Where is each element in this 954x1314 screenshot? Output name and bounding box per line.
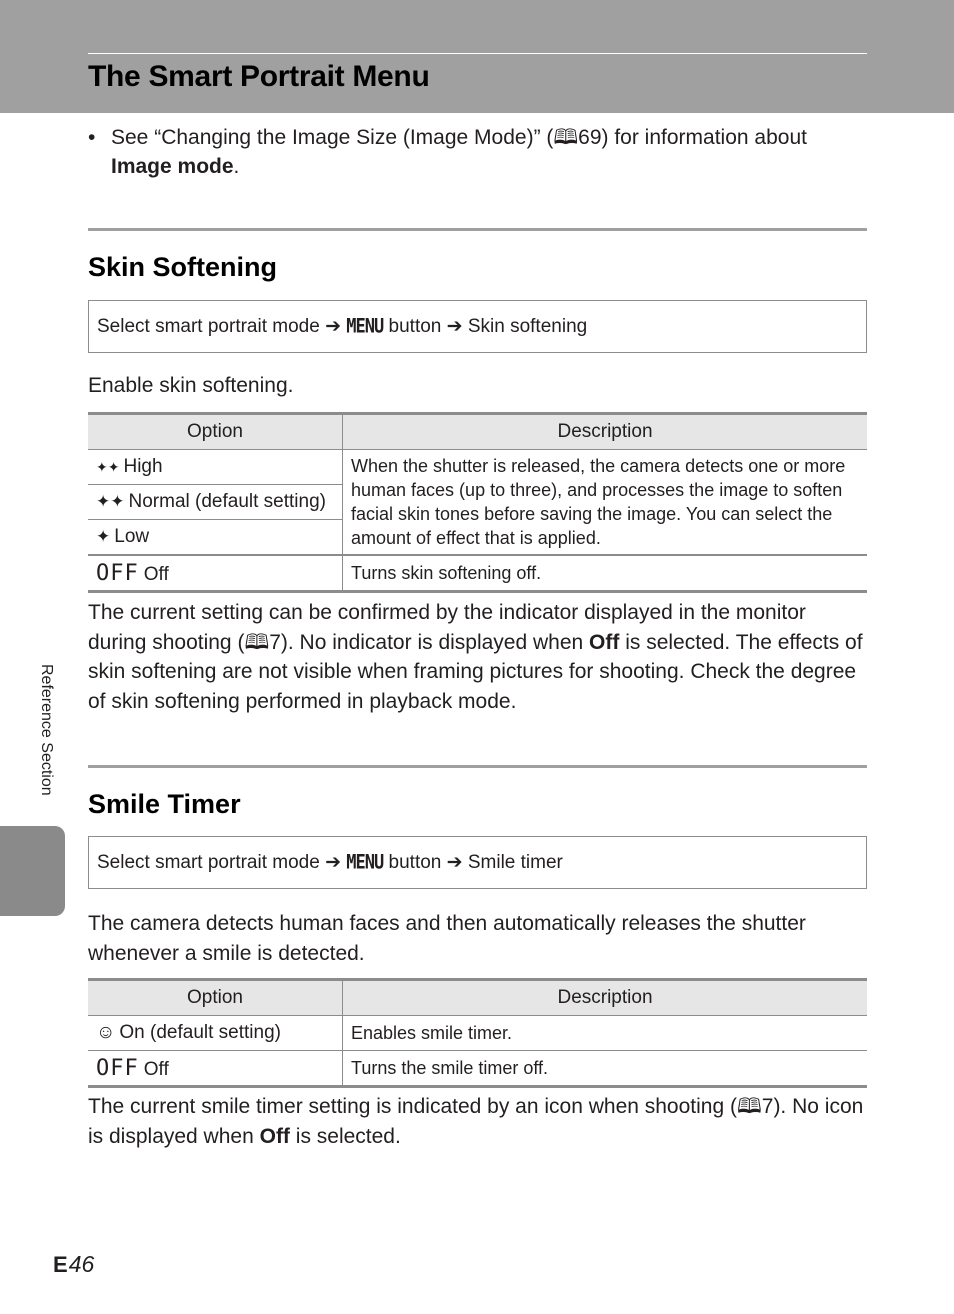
table-row bbox=[88, 1051, 867, 1087]
arrow-icon: ➔ bbox=[446, 852, 463, 873]
smile-timer-intro: The camera detects human faces and then automatically releases the shutter whenever a smile is detected. bbox=[88, 912, 806, 965]
arrow-icon: ➔ bbox=[325, 316, 342, 337]
menu-button-icon: MENU bbox=[346, 851, 384, 875]
table-row bbox=[88, 555, 867, 592]
column-header-description: Description bbox=[343, 414, 868, 450]
skin-softening-intro: Enable skin softening. bbox=[88, 374, 294, 397]
reference-section-icon: E bbox=[53, 1252, 68, 1277]
low-icon: ✦ bbox=[96, 527, 111, 546]
smile-timer-icon: ☺ bbox=[96, 1022, 116, 1043]
option-cell-off: OFF Off bbox=[88, 555, 343, 592]
section-rule bbox=[88, 765, 867, 768]
section-rule bbox=[88, 228, 867, 231]
table-row bbox=[88, 1016, 867, 1051]
column-header-option: Option bbox=[88, 414, 343, 450]
option-cell-high: ✦✦ High bbox=[88, 450, 343, 485]
page-title: The Smart Portrait Menu bbox=[88, 60, 430, 93]
skin-softening-table bbox=[88, 412, 867, 593]
off-icon: OFF bbox=[96, 560, 139, 586]
arrow-icon: ➔ bbox=[446, 316, 463, 337]
smile-timer-table bbox=[88, 978, 867, 1088]
skin-softening-note: The current setting can be confirmed by the indicator displayed in the monitor during shooting (🕮7). No indicator is displayed when Off is selected. The effects of skin softening are not visible when framing pictures for shooting. Check the degree of skin softening performed in playback mode. bbox=[88, 601, 863, 713]
bullet-marker: • bbox=[88, 126, 96, 149]
column-header-description: Description bbox=[343, 980, 868, 1016]
section-title-skin-softening: Skin Softening bbox=[88, 252, 277, 282]
menu-button-icon: MENU bbox=[346, 315, 384, 339]
book-icon: 🕮 bbox=[553, 125, 579, 149]
option-cell-off: OFF Off bbox=[88, 1051, 343, 1087]
description-cell: Turns skin softening off. bbox=[343, 555, 868, 592]
option-cell-on: ☺ On (default setting) bbox=[88, 1016, 343, 1051]
menu-path-skin-softening: Select smart portrait mode ➔ MENU button ➔ Skin softening bbox=[88, 300, 867, 353]
column-header-option: Option bbox=[88, 980, 343, 1016]
table-row bbox=[88, 450, 867, 485]
option-cell-normal: ✦✦ Normal (default setting) bbox=[88, 485, 343, 520]
off-icon: OFF bbox=[96, 1055, 139, 1081]
arrow-icon: ➔ bbox=[325, 852, 342, 873]
option-cell-low: ✦ Low bbox=[88, 520, 343, 556]
section-side-tab bbox=[0, 826, 65, 916]
page-number: E46 bbox=[53, 1251, 95, 1277]
high-icon: ✦✦ bbox=[96, 459, 120, 475]
header-rule bbox=[88, 53, 867, 54]
table-header-row bbox=[88, 980, 867, 1016]
description-cell: When the shutter is released, the camera detects one or more human faces (up to three), and processes the image to soften facial skin tones before saving the image. You can select the amount of effect that is applied. bbox=[343, 450, 868, 556]
section-side-label: Reference Section bbox=[38, 664, 55, 796]
header-band bbox=[0, 0, 954, 113]
section-title-smile-timer: Smile Timer bbox=[88, 789, 241, 819]
image-mode-term: Image mode bbox=[111, 155, 234, 178]
normal-icon: ✦✦ bbox=[96, 492, 125, 511]
table-header-row bbox=[88, 414, 867, 450]
menu-path-smile-timer: Select smart portrait mode ➔ MENU button ➔ Smile timer bbox=[88, 836, 867, 889]
book-icon: 🕮 bbox=[244, 629, 270, 654]
description-cell: Turns the smile timer off. bbox=[343, 1051, 868, 1087]
description-cell: Enables smile timer. bbox=[343, 1016, 868, 1051]
book-icon: 🕮 bbox=[736, 1094, 762, 1118]
bullet-text: See “Changing the Image Size (Image Mode)” (🕮69) for information about Image mode. bbox=[111, 125, 807, 178]
smile-timer-note: The current smile timer setting is indicated by an icon when shooting (🕮7). No icon is displayed when Off is selected. bbox=[88, 1094, 864, 1148]
ref-page: 69 bbox=[578, 126, 602, 149]
